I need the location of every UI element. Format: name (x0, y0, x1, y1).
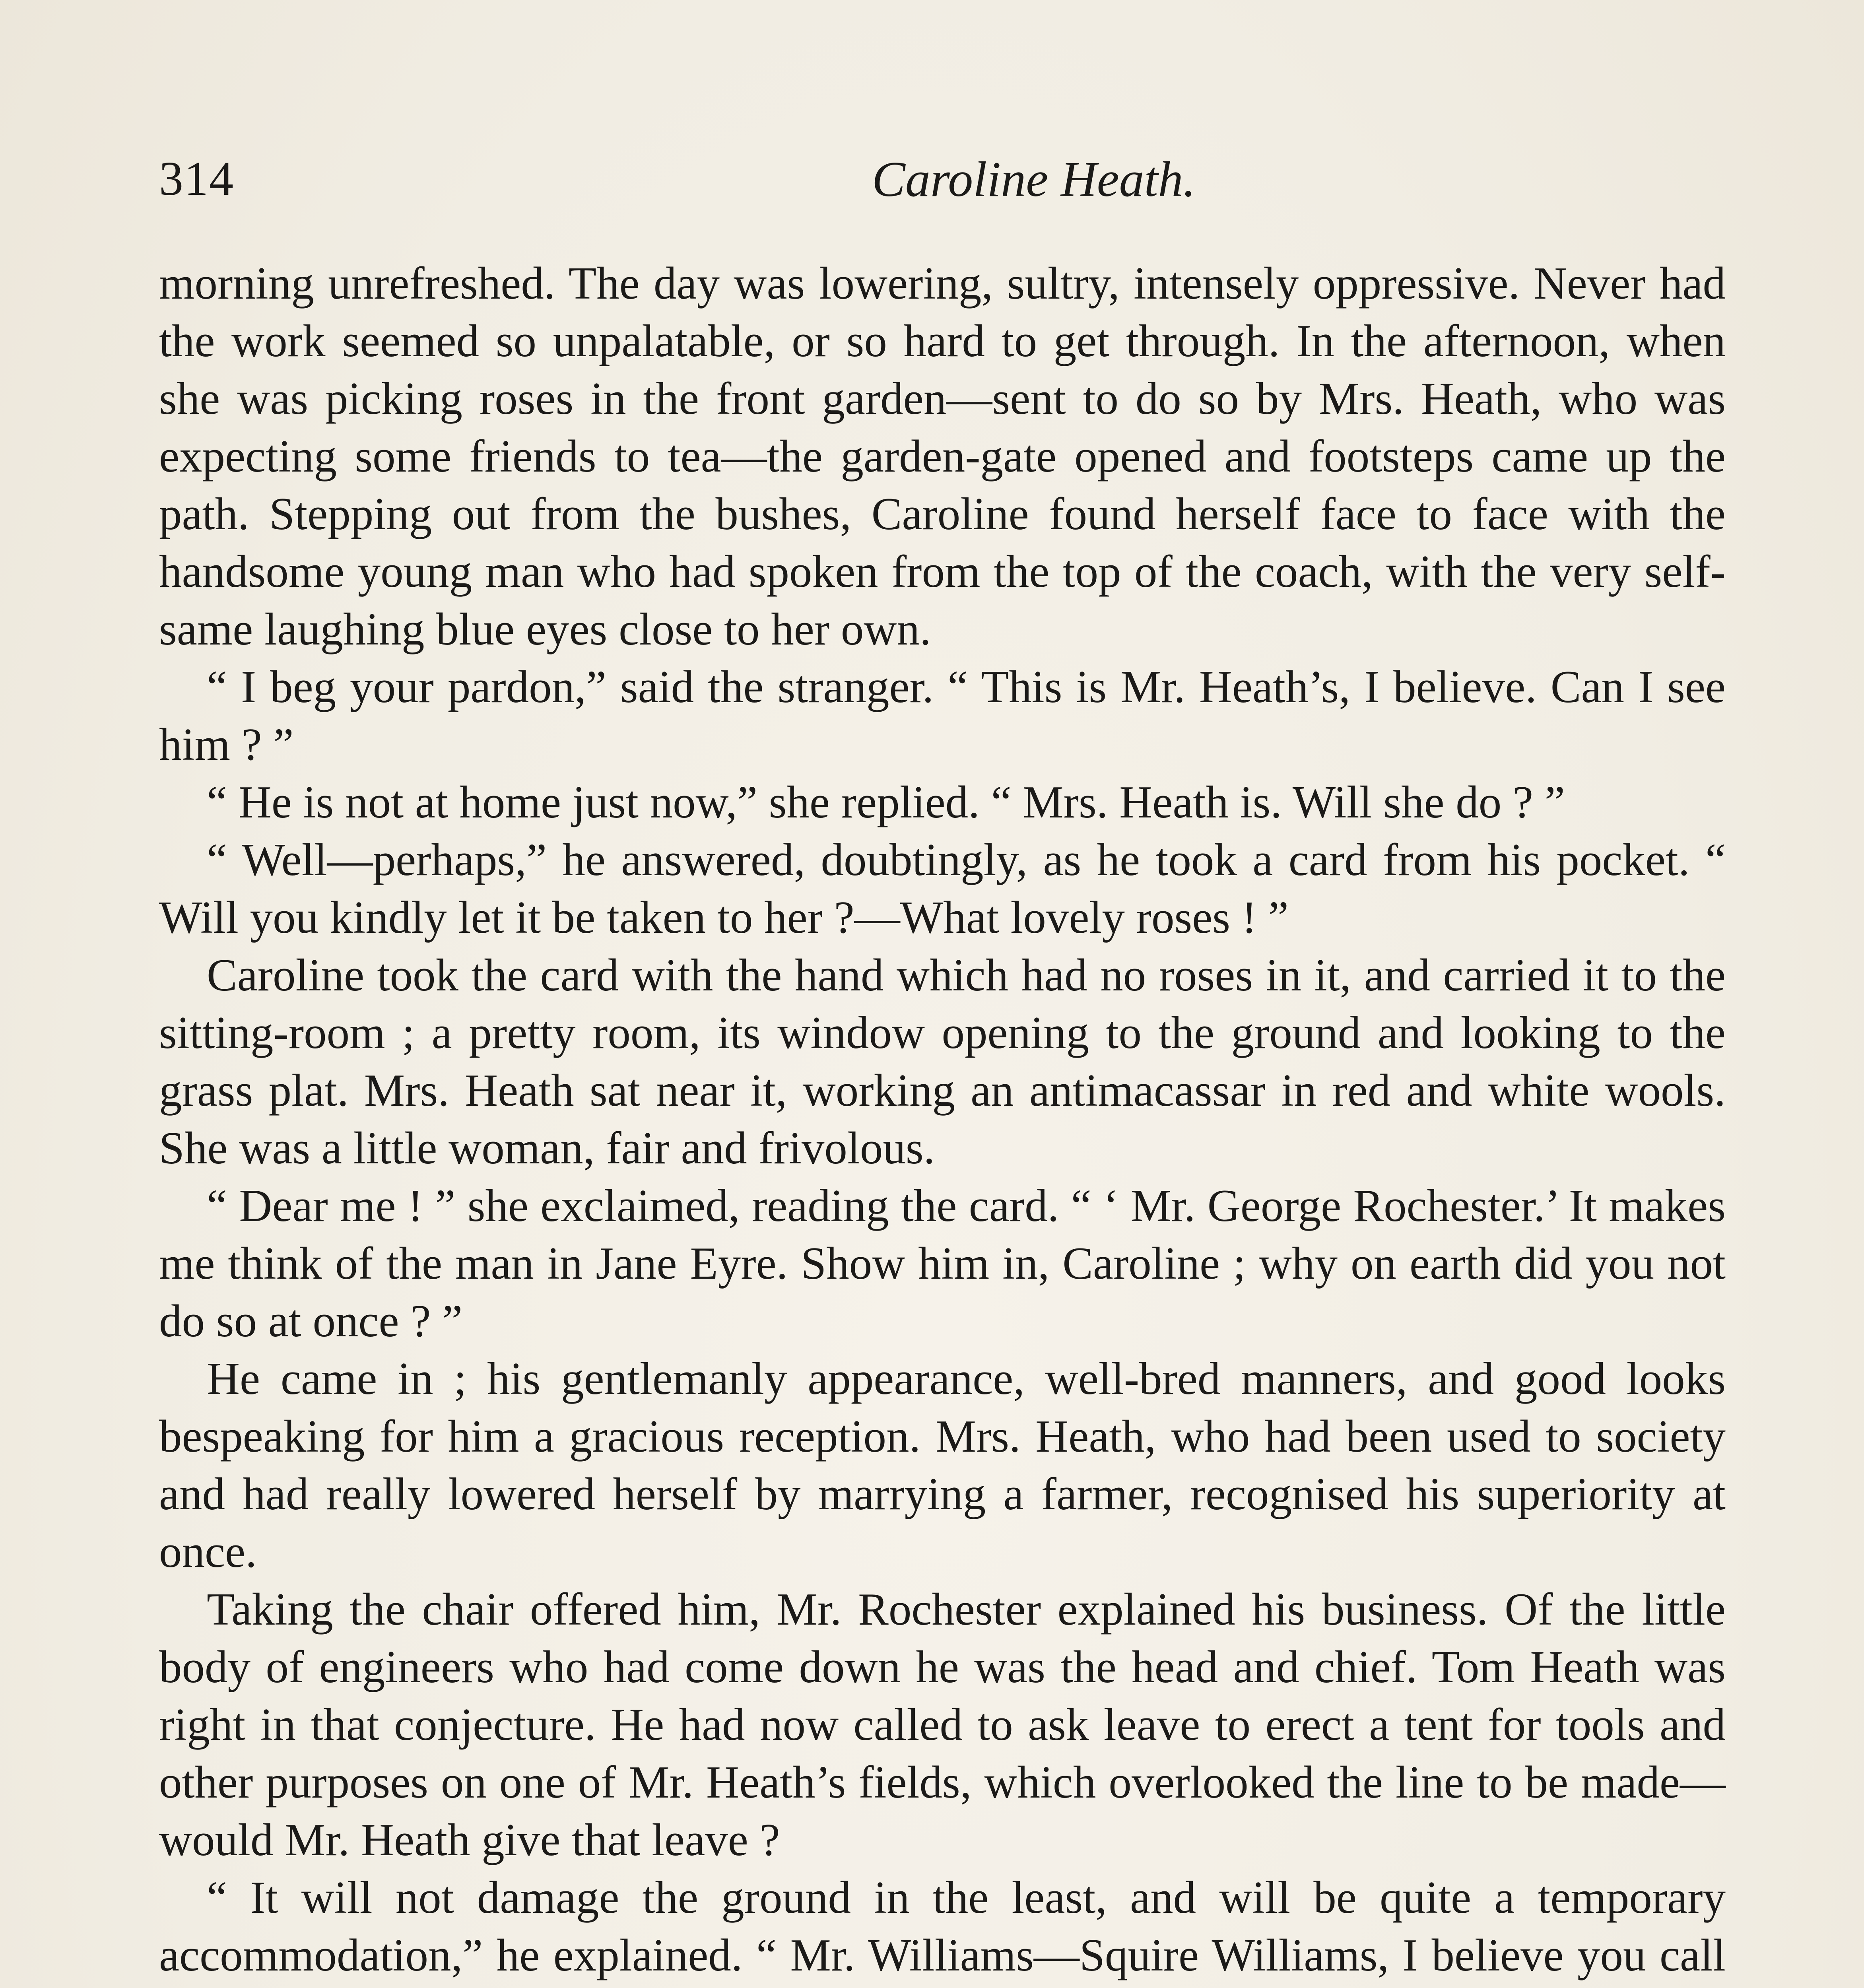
paragraph: Taking the chair offered him, Mr. Rochester explained his business. Of the little body of engineers who had come down he was the head and chief. Tom Heath was right in that conjecture. He had now called to ask leave to erect a tent for tools and other purposes on one of Mr. Heath’s fields, which overlooked the line to be made—would Mr. Heath give that leave ? (159, 1584, 1726, 1865)
paragraph: “ He is not at home just now,” she replied. “ Mrs. Heath is. Will she do ? ” (207, 777, 1565, 827)
page-header (159, 143, 1714, 215)
paragraph: Caroline took the card with the hand which had no roses in it, and carried it to the sitting-room ; a pretty room, its window opening to the ground and looking to the grass plat. Mrs. Heath sat near it, working an antimacassar in red and white wools. She was a little woman, fair and frivolous. (159, 950, 1726, 1173)
paragraph: “ Dear me ! ” she exclaimed, reading the card. “ ‘ Mr. George Rochester.’ It makes me think of the man in Jane Eyre. Show him in, Caroline ; why on earth did you not do so at once ? ” (159, 1180, 1726, 1346)
page-number: 314 (159, 152, 234, 206)
paragraph: He came in ; his gentlemanly appearance, well-bred manners, and good looks bespeaking for him a gracious reception. Mrs. Heath, who had been used to society and had really lowered herself by marrying a farmer, recognised his superiority at once. (159, 1353, 1726, 1577)
running-title: Caroline Heath. (872, 152, 1196, 207)
paragraph: morning unrefreshed. The day was lowering, sultry, intensely oppressive. Never had the work seemed so unpalatable, or so hard to get through. In the afternoon, when she was picking roses in the front garden—sent to do so by Mrs. Heath, who was expecting some friends to tea—the garden-gate opened and footsteps came up the path. Stepping out from the bushes, Caroline found herself face to face with the handsome young man who had spoken from the top of the coach, with the very self-same laughing blue eyes close to her own. (159, 258, 1726, 654)
paragraph: “ I beg your pardon,” said the stranger. “ This is Mr. Heath’s, I believe. Can I see him ? ” (159, 662, 1726, 770)
body-text (159, 254, 1726, 1988)
paragraph: “ Well—perhaps,” he answered, doubtingly, as he took a card from his pocket. “ Will you kindly let it be taken to her ?—What lovely roses ! ” (159, 835, 1726, 943)
paragraph: “ It will not damage the ground in the least, and will be quite a temporary accommodation,” he explained. “ Mr. Williams—Squire Williams, I believe you call (159, 1872, 1726, 1980)
